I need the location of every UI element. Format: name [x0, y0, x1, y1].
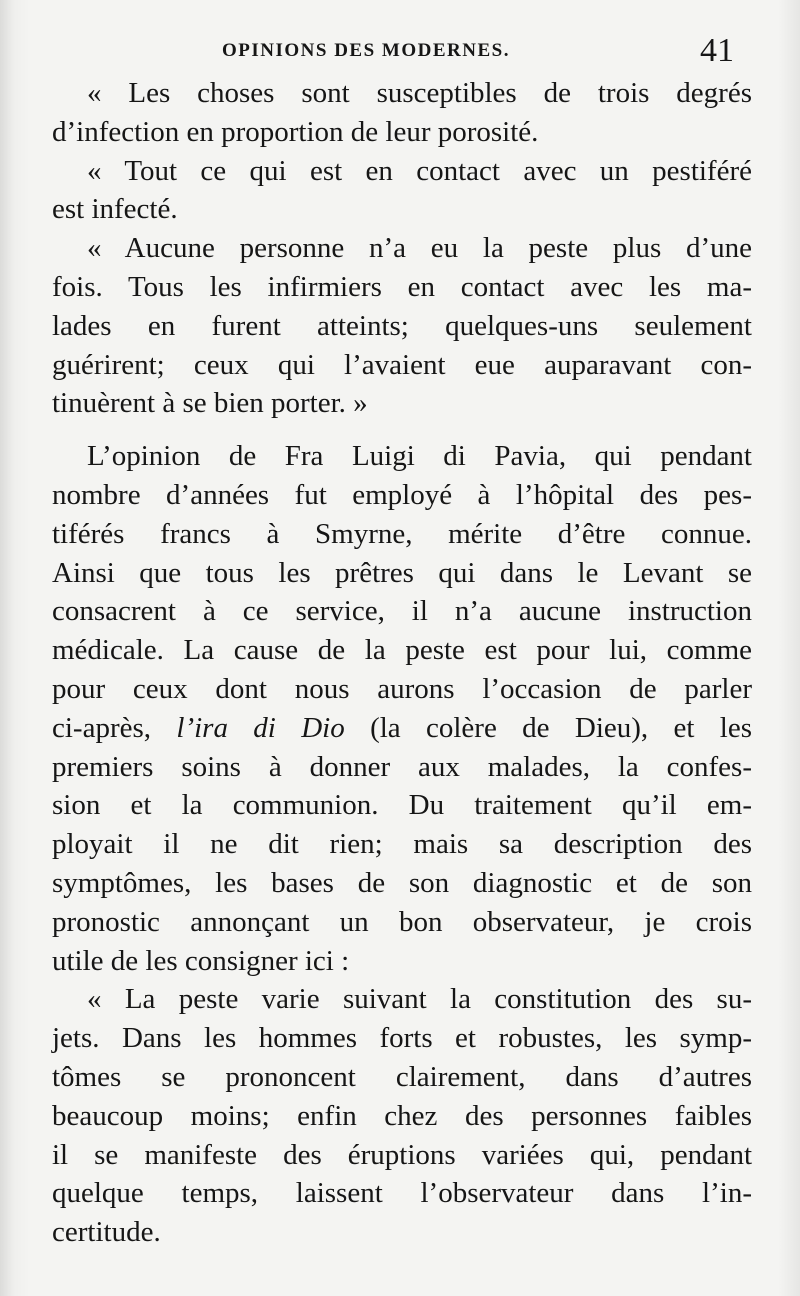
text-line: premiers soins à donner aux malades, la confes- [52, 750, 752, 783]
page-number: 41 [700, 32, 734, 69]
paragraph-5 [52, 980, 752, 1252]
text-line: utile de les consigner ici : [52, 944, 350, 977]
text-line: « Les choses sont susceptibles de trois degrés [87, 77, 752, 109]
text-line: quelque temps, laissent l’observateur dans l’in- [52, 1177, 752, 1210]
text-line: symptômes, les bases de son diagnostic et de son [52, 866, 752, 899]
text-line: « Tout ce qui est en contact avec un pestiféré [87, 154, 752, 187]
text-line: tômes se prononcent clairement, dans d’autres [52, 1060, 752, 1093]
text-line: lades en furent atteints; quelques-uns seulement [52, 309, 752, 342]
running-head [0, 32, 800, 76]
text-line: médicale. La cause de la peste est pour lui, comme [52, 634, 752, 667]
paragraph-3 [52, 229, 752, 423]
text-line: L’opinion de Fra Luigi di Pavia, qui pendant [87, 440, 752, 473]
text-line: « Aucune personne n’a eu la peste plus d’une [87, 232, 752, 265]
text-line: pour ceux dont nous aurons l’occasion de parler [52, 672, 752, 705]
paragraph-4 [52, 437, 752, 980]
italic-phrase: l’ira di Dio [176, 711, 345, 744]
text-line: tinuèrent à se bien porter. » [52, 387, 368, 420]
text-line: consacrent à ce service, il n’a aucune instruction [52, 595, 752, 628]
text-line: beaucoup moins; enfin chez des personnes faibles [52, 1099, 752, 1132]
text-line: Ainsi que tous les prêtres qui dans le Levant se [52, 556, 752, 589]
text-line: « La peste varie suivant la constitution des su- [87, 983, 752, 1016]
text-line-with-italic [52, 709, 752, 748]
text-line: fois. Tous les infirmiers en contact avec les ma- [52, 270, 752, 303]
text-line: guérirent; ceux qui l’avaient eue auparavant con- [52, 348, 752, 381]
text-line: nombre d’années fut employé à l’hôpital des pes- [52, 478, 752, 511]
text-line: est infecté. [52, 193, 178, 226]
text-fragment: ci-après, [52, 711, 152, 744]
text-fragment: (la colère de Dieu), et les [370, 711, 753, 744]
text-line: tiférés francs à Smyrne, mérite d’être connue. [52, 517, 752, 550]
text-line: pronostic annonçant un bon observateur, je crois [52, 905, 752, 938]
paragraph-2 [52, 152, 752, 230]
body-text [52, 74, 752, 1252]
text-line: sion et la communion. Du traitement qu’il em- [52, 789, 752, 822]
text-line: il se manifeste des éruptions variées qui, pendant [52, 1138, 752, 1171]
text-line: d’infection en proportion de leur porosité. [52, 115, 539, 148]
text-line: jets. Dans les hommes forts et robustes, les symp- [52, 1022, 752, 1055]
running-title: OPINIONS DES MODERNES. [222, 40, 510, 61]
paragraph-1 [52, 74, 752, 152]
text-line: ployait il ne dit rien; mais sa description des [52, 828, 752, 861]
text-line: certitude. [52, 1216, 161, 1249]
